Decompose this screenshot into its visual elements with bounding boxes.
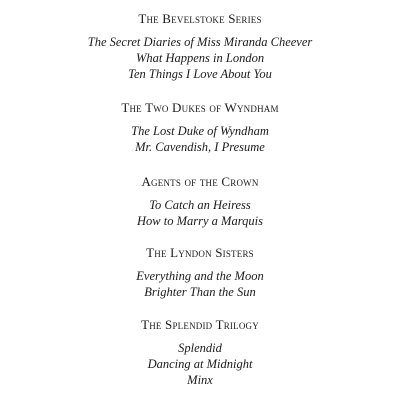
book-title: The Lost Duke of Wyndham [131, 124, 269, 138]
book-title: Minx [187, 373, 213, 387]
book-title: Brighter Than the Sun [144, 285, 256, 299]
book-title: The Secret Diaries of Miss Miranda Cheever [87, 35, 313, 49]
series-heading-splendid-trilogy: The Splendid Trilogy [141, 317, 259, 332]
series-heading-bevelstoke: The Bevelstoke Series [138, 11, 262, 26]
series-heading-two-dukes: The Two Dukes of Wyndham [121, 100, 279, 115]
book-title: How to Marry a Marquis [137, 214, 263, 228]
book-title: Dancing at Midnight [147, 357, 253, 371]
book-title: To Catch an Heiress [149, 198, 251, 212]
series-list-splendid-trilogy [0, 340, 400, 388]
series-list-two-dukes [0, 123, 400, 155]
book-title: Splendid [178, 341, 222, 355]
book-title: What Happens in London [135, 51, 265, 65]
series-heading-agents-of-the-crown: Agents of the Crown [141, 174, 259, 189]
book-title: Ten Things I Love About You [128, 67, 272, 81]
series-list-lyndon-sisters [0, 268, 400, 300]
series-list-agents-of-the-crown [0, 197, 400, 229]
series-list-bevelstoke [0, 34, 400, 82]
book-title: Everything and the Moon [136, 269, 264, 283]
series-heading-lyndon-sisters: The Lyndon Sisters [146, 245, 254, 260]
book-title: Mr. Cavendish, I Presume [135, 140, 265, 154]
